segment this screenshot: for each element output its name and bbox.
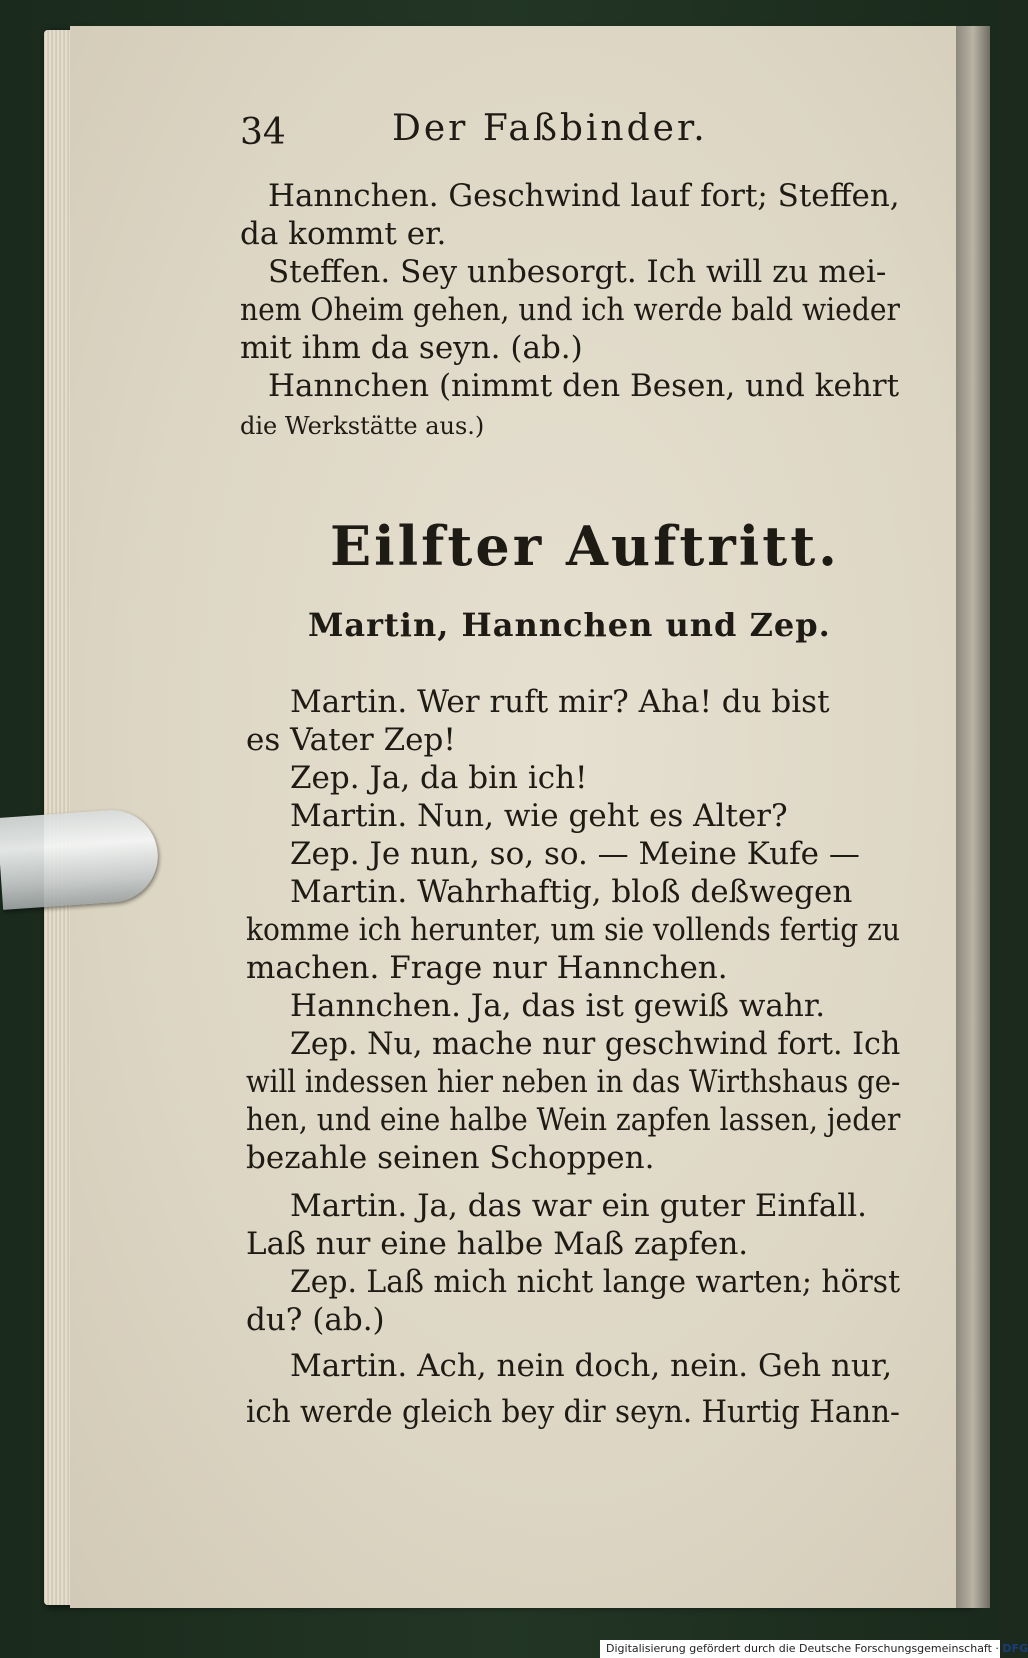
dialogue-line: machen. Frage nur Hannchen. xyxy=(246,950,728,986)
text-line: mit ihm da seyn. (ab.) xyxy=(240,330,583,366)
text-line: nem Oheim gehen, und ich werde bald wieder xyxy=(240,292,900,328)
spine-shadow xyxy=(956,26,990,1608)
text-line: Hannchen. Geschwind lauf fort; Steffen, xyxy=(268,178,900,214)
dialogue-line: komme ich herunter, um sie vollends fertig zu xyxy=(246,912,901,948)
dialogue-line: Martin. Ach, nein doch, nein. Geh nur, xyxy=(290,1348,893,1384)
dialogue-line: ich werde gleich bey dir seyn. Hurtig Hann- xyxy=(246,1394,900,1430)
dialogue-line: Zep. Laß mich nicht lange warten; hörst xyxy=(290,1264,901,1300)
cast-list: Martin, Hannchen und Zep. xyxy=(308,606,831,644)
text-line: Hannchen (nimmt den Besen, und kehrt xyxy=(268,368,900,404)
dialogue-line: hen, und eine halbe Wein zapfen lassen, jeder xyxy=(246,1102,901,1138)
dialogue-line: Zep. Ja, da bin ich! xyxy=(290,760,588,796)
dialogue-line: du? (ab.) xyxy=(246,1302,385,1338)
page-number: 34 xyxy=(240,112,286,153)
dialogue-line: Martin. Nun, wie geht es Alter? xyxy=(290,798,788,834)
page-clip xyxy=(0,807,161,910)
dialogue-line: Martin. Ja, das war ein guter Einfall. xyxy=(290,1188,867,1224)
dialogue-line: Hannchen. Ja, das ist gewiß wahr. xyxy=(290,988,826,1024)
scene-title: Eilfter Auftritt. xyxy=(330,514,840,578)
text-line: Steffen. Sey unbesorgt. Ich will zu mei- xyxy=(268,254,887,290)
dialogue-line: Laß nur eine halbe Maß zapfen. xyxy=(246,1226,749,1262)
dialogue-line: Martin. Wahrhaftig, bloß deßwegen xyxy=(290,874,853,910)
running-title: Der Faßbinder. xyxy=(392,108,708,149)
dialogue-line: will indessen hier neben in das Wirthshaus ge- xyxy=(246,1064,901,1100)
dialogue-line: Zep. Nu, mache nur geschwind fort. Ich xyxy=(290,1026,901,1062)
dialogue-line: bezahle seinen Schoppen. xyxy=(246,1140,655,1176)
stage-direction: die Werkstätte aus.) xyxy=(240,412,485,440)
text-line: da kommt er. xyxy=(240,216,447,252)
dfg-logo: DFG xyxy=(1002,1642,1028,1655)
attribution-text: Digitalisierung gefördert durch die Deutsche Forschungsgemeinschaft · xyxy=(606,1642,999,1655)
dialogue-line: es Vater Zep! xyxy=(246,722,456,758)
dialogue-line: Zep. Je nun, so, so. — Meine Kufe — xyxy=(290,836,860,872)
dialogue-line: Martin. Wer ruft mir? Aha! du bist xyxy=(290,684,830,720)
attribution-bar xyxy=(600,1640,1028,1658)
